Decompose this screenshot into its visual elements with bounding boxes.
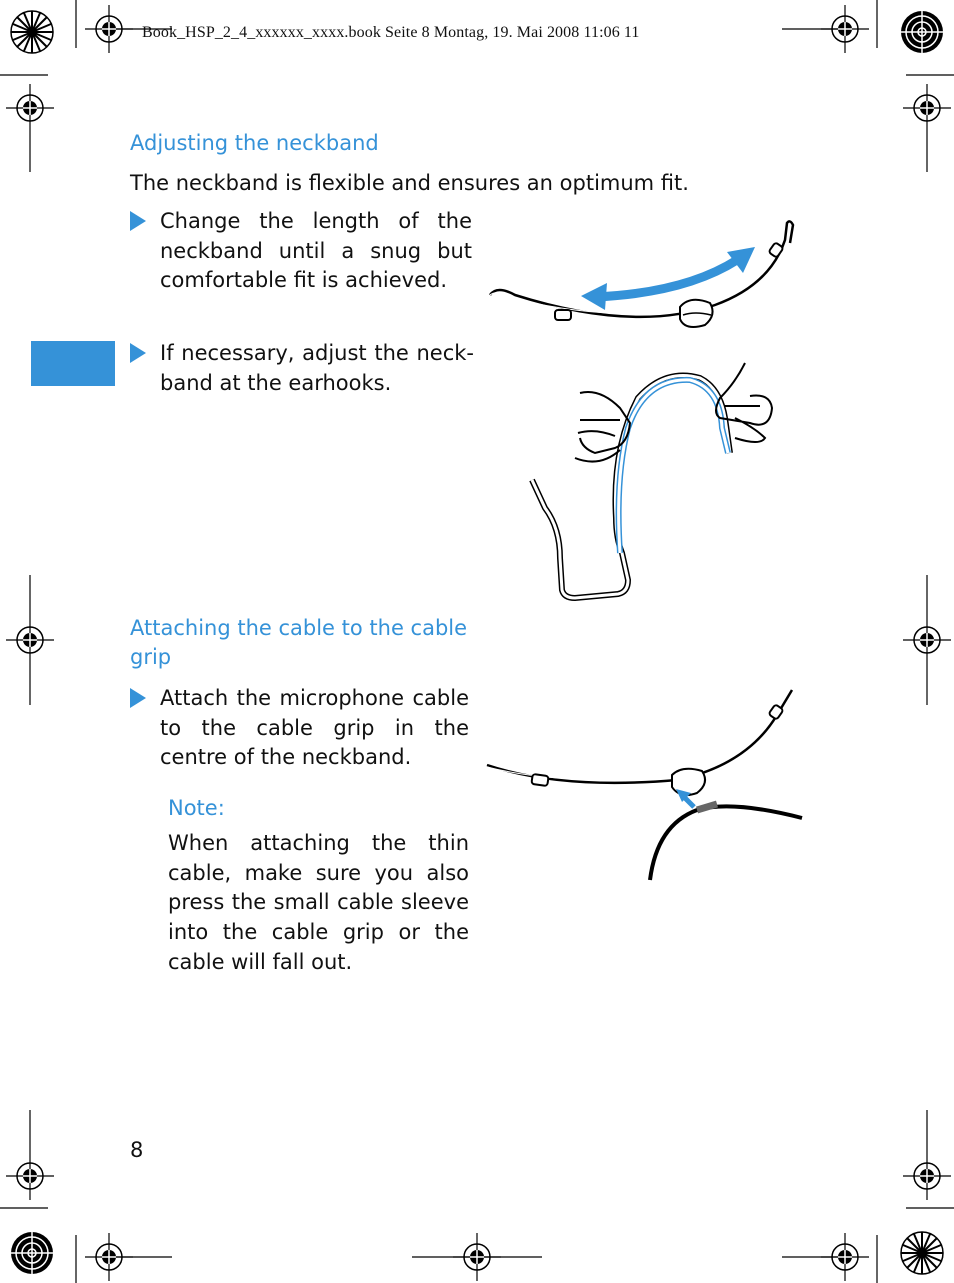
intro-text: The neckband is flexible and ensures an optimum fit. <box>130 171 689 195</box>
registration-mark-icon <box>821 1233 869 1281</box>
star-target-icon <box>900 10 944 54</box>
registration-mark-icon <box>453 1233 501 1281</box>
page-number: 8 <box>130 1138 144 1162</box>
bullet-arrow-icon <box>130 688 146 708</box>
registration-mark-icon <box>903 575 951 705</box>
neckband-length-illustration <box>485 215 800 335</box>
chapter-tab-marker <box>31 341 115 386</box>
step-text: Change the length of the neckband until a snug but comfortable fit is achieved. <box>160 209 472 292</box>
bullet-arrow-icon <box>130 343 146 363</box>
step-text: Attach the microphone cable to the cable grip in the centre of the neckband. <box>160 686 469 769</box>
heading-adjusting-neckband: Adjusting the neckband <box>130 131 379 155</box>
instruction-step <box>160 684 469 773</box>
star-target-icon <box>900 1231 944 1275</box>
step-text: If necessary, adjust the neck-band at the earhooks. <box>160 341 474 395</box>
instruction-step <box>160 339 474 398</box>
bullet-arrow-icon <box>130 211 146 231</box>
registration-mark-icon <box>821 5 869 53</box>
earhook-adjustment-illustration <box>520 358 780 606</box>
cable-grip-illustration <box>482 685 807 900</box>
registration-mark-icon <box>6 84 54 172</box>
registration-mark-icon <box>6 575 54 705</box>
star-target-icon <box>10 1231 54 1275</box>
instruction-step <box>160 207 472 296</box>
print-header: Book_HSP_2_4_xxxxxx_xxxx.book Seite 8 Montag, 19. Mai 2008 11:06 11 <box>142 24 640 41</box>
registration-mark-icon <box>6 1110 54 1200</box>
star-target-icon <box>10 10 54 54</box>
registration-mark-icon <box>903 1110 951 1200</box>
note-title: Note: <box>168 796 225 820</box>
note-body: When attaching the thin cable, make sure you also press the small cable sleeve into the cable grip or the cable will fall out. <box>168 831 469 974</box>
registration-mark-icon <box>903 84 951 172</box>
registration-mark-icon <box>85 5 133 53</box>
heading-attaching-cable: Attaching the cable to the cable grip <box>130 616 468 669</box>
registration-mark-icon <box>85 1233 133 1281</box>
